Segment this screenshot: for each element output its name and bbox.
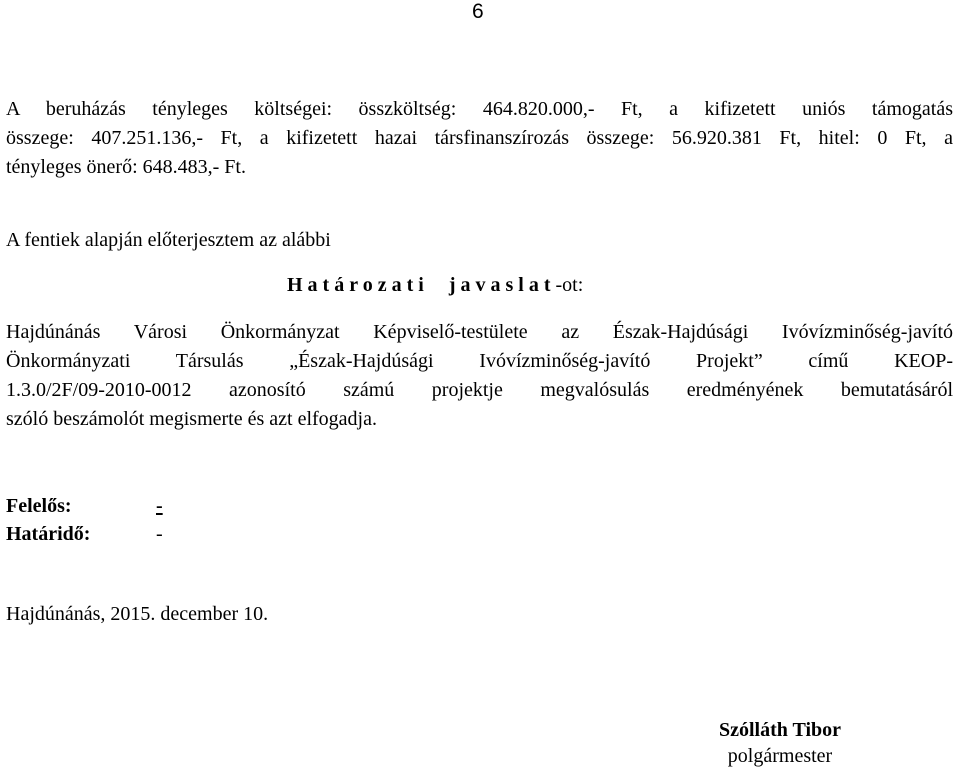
deadline-value: - <box>156 523 163 545</box>
place-date: Hajdúnánás, 2015. december 10. <box>6 603 269 625</box>
signatory-title: polgármester <box>727 745 833 767</box>
intro-line: A fentiek alapján előterjesztem az alábbi <box>6 229 331 251</box>
costs-line-2: összege: 407.251.136,- Ft, a kifizetett hazai társfinanszírozás összege: 56.920.381 Ft, hitel: 0 Ft, a <box>6 127 953 149</box>
resolution-line-3: 1.3.0/2F/09-2010-0012 azonosító számú projektje megvalósulás eredményének bemutatásáról <box>6 379 953 401</box>
resolution-line-2: Önkormányzati Társulás „Észak-Hajdúsági Ivóvízminőség-javító Projekt” című KEOP- <box>6 350 953 372</box>
heading-suffix: -ot: <box>550 274 584 296</box>
resolution-line-1: Hajdúnánás Városi Önkormányzat Képviselő-testülete az Észak-Hajdúsági Ivóvízminőség-javító <box>6 321 953 343</box>
resolution-paragraph <box>6 318 953 434</box>
responsible-label: Felelős: <box>6 495 72 517</box>
heading-word-2: j a v a s l a t <box>448 274 551 296</box>
costs-line-3: tényleges önerő: 648.483,- Ft. <box>6 156 246 178</box>
intro-text <box>6 226 953 255</box>
responsible-row <box>6 493 163 519</box>
deadline-row <box>6 521 163 547</box>
costs-paragraph <box>6 95 953 182</box>
responsible-underlined <box>6 495 163 517</box>
resolution-line-4: szóló beszámolót megismerte és azt elfogadja. <box>6 408 377 430</box>
deadline-label: Határidő: <box>6 523 91 545</box>
costs-line-1: A beruházás tényleges költségei: összköltség: 464.820.000,- Ft, a kifizetett uniós támogatás <box>6 98 953 120</box>
responsible-value: - <box>156 495 163 517</box>
signature-block <box>700 717 860 769</box>
heading-word-1: H a t á r o z a t i <box>287 274 424 296</box>
page-number: 6 <box>472 0 484 23</box>
resolution-heading <box>287 271 583 300</box>
signatory-name: Szólláth Tibor <box>718 719 842 741</box>
